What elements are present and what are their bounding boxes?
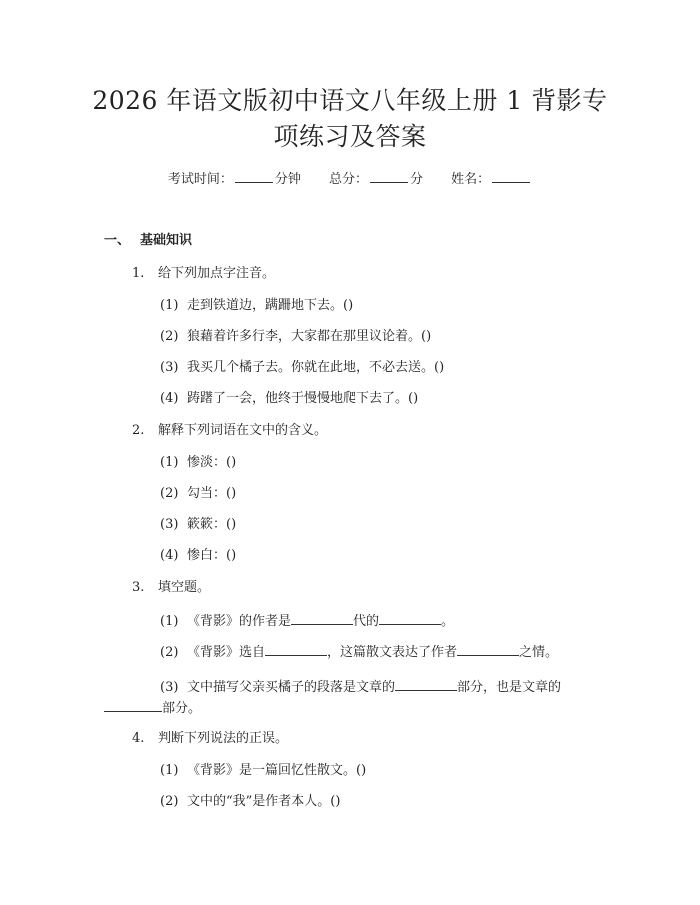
q1-item-4: (4) 踌躇了一会，他终于慢慢地爬下去了。() — [160, 391, 419, 406]
score-blank[interactable] — [370, 168, 408, 183]
fill-blank[interactable] — [457, 641, 519, 656]
q2-item-2: (2) 勾当：() — [160, 486, 237, 501]
q2-item-4: (4) 惨白：() — [160, 548, 237, 563]
page-title-line-2: 项练习及答案 — [273, 122, 427, 151]
section-title: 基础知识 — [140, 233, 193, 248]
section-heading — [104, 231, 192, 251]
q1-item-1: (1) 走到铁道边，蹒跚地下去。() — [160, 298, 354, 313]
q3-item-3-continued: 部分。 — [104, 697, 201, 719]
fill-blank[interactable] — [104, 697, 162, 712]
q2-item-3: (3) 簌簌：() — [160, 517, 237, 532]
q1-item-3: (3) 我买几个橘子去。你就在此地，不必去送。() — [160, 360, 445, 375]
score-field: 总分： 分 — [329, 168, 423, 190]
question-3: 3. 填空题。 — [132, 580, 211, 595]
q3-item-1: (1) 《背影》的作者是 代的 。 — [160, 610, 454, 632]
time-blank[interactable] — [235, 168, 273, 183]
q3-item-3: (3) 文中描写父亲买橘子的段落是文章的 部分，也是文章的 — [160, 676, 561, 698]
name-blank[interactable] — [492, 168, 530, 183]
page-title-line-1: 2026 年语文版初中语文八年级上册 1 背影专 — [92, 86, 608, 115]
time-field: 考试时间： 分钟 — [168, 168, 301, 190]
q3-item-2: (2) 《背影》选自 ，这篇散文表达了作者 之情。 — [160, 641, 558, 663]
section-number: 一、 — [104, 233, 131, 248]
fill-blank[interactable] — [395, 676, 457, 691]
question-4: 4. 判断下列说法的正误。 — [132, 731, 289, 746]
q4-item-1: (1) 《背影》是一篇回忆性散文。() — [160, 763, 367, 778]
q2-item-1: (1) 惨淡：() — [160, 455, 237, 470]
q4-item-2: (2) 文中的“我”是作者本人。() — [160, 794, 341, 809]
question-1: 1. 给下列加点字注音。 — [132, 266, 276, 281]
fill-blank[interactable] — [265, 641, 327, 656]
q1-item-2: (2) 狼藉着许多行李，大家都在那里议论着。() — [160, 329, 432, 344]
question-2: 2. 解释下列词语在文中的含义。 — [132, 423, 328, 438]
exam-meta — [0, 168, 700, 190]
name-field: 姓名： — [451, 168, 532, 190]
fill-blank[interactable] — [379, 610, 441, 625]
fill-blank[interactable] — [291, 610, 353, 625]
